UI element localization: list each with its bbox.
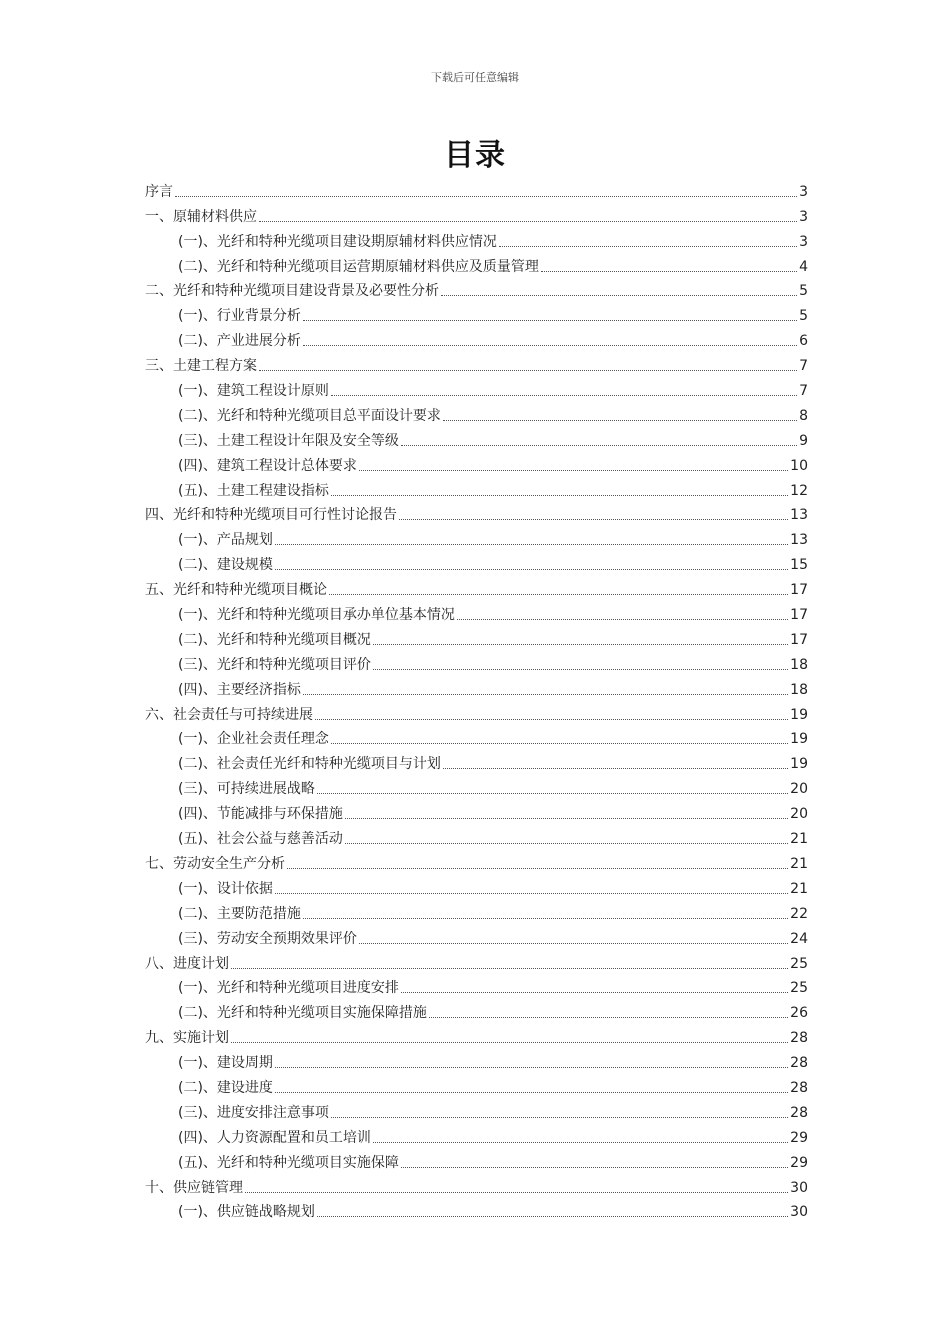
toc-dot-leader [399, 519, 788, 520]
toc-entry-page-number: 6 [799, 333, 808, 350]
toc-entry-label: (一)、企业社会责任理念 [178, 731, 329, 748]
toc-entry[interactable] [145, 748, 808, 773]
toc-entry-page-number: 21 [790, 855, 808, 872]
toc-dot-leader [329, 594, 788, 595]
toc-dot-leader [457, 619, 788, 620]
toc-entry[interactable] [145, 1072, 808, 1097]
toc-entry[interactable] [145, 201, 808, 226]
toc-dot-leader [331, 1117, 788, 1118]
toc-dot-leader [373, 669, 788, 670]
toc-entry-label: (三)、劳动安全预期效果评价 [178, 930, 357, 947]
toc-entry-label: (二)、光纤和特种光缆项目总平面设计要求 [178, 407, 441, 424]
toc-entry-label: 五、光纤和特种光缆项目概论 [145, 582, 327, 599]
table-of-contents [145, 176, 808, 1221]
toc-entry-page-number: 29 [790, 1129, 808, 1146]
toc-entry-label: (三)、进度安排注意事项 [178, 1104, 329, 1121]
toc-entry-label: (二)、光纤和特种光缆项目实施保障措施 [178, 1005, 427, 1022]
toc-entry-page-number: 26 [790, 1005, 808, 1022]
toc-entry-label: 三、土建工程方案 [145, 358, 257, 375]
toc-dot-leader [345, 843, 788, 844]
toc-entry-label: 八、进度计划 [145, 955, 229, 972]
toc-entry-page-number: 20 [790, 781, 808, 798]
toc-entry-page-number: 25 [790, 980, 808, 997]
toc-entry[interactable] [145, 699, 808, 724]
toc-dot-leader [359, 943, 788, 944]
toc-dot-leader [331, 743, 788, 744]
toc-entry[interactable] [145, 1147, 808, 1172]
toc-entry-page-number: 8 [799, 407, 808, 424]
toc-entry[interactable] [145, 300, 808, 325]
toc-entry[interactable] [145, 350, 808, 375]
toc-entry-label: (一)、设计依据 [178, 880, 273, 897]
toc-entry-label: (五)、土建工程建设指标 [178, 482, 329, 499]
toc-entry-label: (四)、主要经济指标 [178, 681, 301, 698]
toc-entry[interactable] [145, 848, 808, 873]
toc-dot-leader [275, 893, 788, 894]
toc-dot-leader [275, 1067, 788, 1068]
toc-dot-leader [317, 1216, 788, 1217]
toc-dot-leader [373, 1142, 788, 1143]
toc-entry[interactable] [145, 574, 808, 599]
toc-entry-page-number: 4 [799, 258, 808, 275]
toc-entry-label: 九、实施计划 [145, 1030, 229, 1047]
toc-entry-page-number: 13 [790, 507, 808, 524]
toc-dot-leader [443, 420, 797, 421]
toc-entry-page-number: 5 [799, 283, 808, 300]
toc-dot-leader [359, 470, 788, 471]
toc-entry-label: (二)、主要防范措施 [178, 905, 301, 922]
header-note: 下载后可任意编辑 [431, 71, 519, 84]
toc-entry-page-number: 3 [799, 208, 808, 225]
toc-entry-page-number: 17 [790, 582, 808, 599]
toc-entry[interactable] [145, 1022, 808, 1047]
toc-entry[interactable] [145, 1197, 808, 1222]
toc-dot-leader [303, 345, 797, 346]
toc-entry-label: 六、社会责任与可持续进展 [145, 706, 313, 723]
toc-entry-page-number: 17 [790, 631, 808, 648]
toc-entry-page-number: 10 [790, 457, 808, 474]
toc-dot-leader [303, 694, 788, 695]
toc-entry[interactable] [145, 1047, 808, 1072]
toc-entry-label: 一、原辅材料供应 [145, 208, 257, 225]
toc-entry[interactable] [145, 450, 808, 475]
toc-dot-leader [331, 495, 788, 496]
toc-entry-page-number: 30 [790, 1179, 808, 1196]
toc-entry-label: (三)、土建工程设计年限及安全等级 [178, 432, 399, 449]
toc-entry-page-number: 7 [799, 383, 808, 400]
toc-dot-leader [245, 1192, 788, 1193]
toc-entry-page-number: 18 [790, 656, 808, 673]
toc-dot-leader [441, 295, 797, 296]
toc-entry[interactable] [145, 176, 808, 201]
toc-entry-label: (一)、建筑工程设计原则 [178, 383, 329, 400]
toc-entry-label: (四)、建筑工程设计总体要求 [178, 457, 357, 474]
toc-entry-label: (二)、建设进度 [178, 1079, 273, 1096]
toc-entry-page-number: 3 [799, 233, 808, 250]
toc-entry-label: (四)、人力资源配置和员工培训 [178, 1129, 371, 1146]
toc-entry[interactable] [145, 624, 808, 649]
toc-entry-page-number: 9 [799, 432, 808, 449]
toc-entry-label: 十、供应链管理 [145, 1179, 243, 1196]
toc-entry-page-number: 28 [790, 1079, 808, 1096]
toc-entry-label: (一)、建设周期 [178, 1055, 273, 1072]
toc-entry[interactable] [145, 524, 808, 549]
toc-entry[interactable] [145, 773, 808, 798]
toc-dot-leader [443, 768, 788, 769]
toc-dot-leader [499, 246, 797, 247]
toc-dot-leader [287, 868, 788, 869]
toc-dot-leader [345, 818, 788, 819]
toc-entry-label: (二)、社会责任光纤和特种光缆项目与计划 [178, 756, 441, 773]
toc-entry[interactable] [145, 226, 808, 251]
toc-entry-label: (五)、光纤和特种光缆项目实施保障 [178, 1154, 399, 1171]
toc-dot-leader [275, 544, 788, 545]
toc-entry-page-number: 21 [790, 831, 808, 848]
toc-dot-leader [231, 968, 788, 969]
toc-entry-page-number: 13 [790, 532, 808, 549]
toc-entry-label: 序言 [145, 183, 173, 200]
toc-entry-label: 四、光纤和特种光缆项目可行性讨论报告 [145, 507, 397, 524]
toc-entry[interactable] [145, 1097, 808, 1122]
toc-entry-page-number: 20 [790, 806, 808, 823]
toc-entry-page-number: 7 [799, 358, 808, 375]
toc-dot-leader [331, 395, 797, 396]
toc-entry-label: 二、光纤和特种光缆项目建设背景及必要性分析 [145, 283, 439, 300]
toc-entry[interactable] [145, 251, 808, 276]
toc-entry-label: (一)、光纤和特种光缆项目承办单位基本情况 [178, 607, 455, 624]
toc-entry[interactable] [145, 276, 808, 301]
toc-entry[interactable] [145, 1172, 808, 1197]
toc-entry-label: (二)、光纤和特种光缆项目概况 [178, 631, 371, 648]
toc-entry[interactable] [145, 898, 808, 923]
toc-entry-label: (三)、可持续进展战略 [178, 781, 315, 798]
toc-dot-leader [401, 992, 788, 993]
toc-dot-leader [429, 1017, 788, 1018]
toc-dot-leader [175, 196, 797, 197]
toc-dot-leader [275, 1092, 788, 1093]
toc-entry[interactable] [145, 400, 808, 425]
toc-dot-leader [275, 569, 788, 570]
toc-dot-leader [315, 719, 788, 720]
toc-dot-leader [401, 1167, 788, 1168]
page-title: 目录 [444, 138, 506, 173]
toc-dot-leader [401, 445, 797, 446]
toc-entry[interactable] [145, 674, 808, 699]
toc-entry[interactable] [145, 475, 808, 500]
toc-entry[interactable] [145, 599, 808, 624]
toc-entry-label: (一)、光纤和特种光缆项目进度安排 [178, 980, 399, 997]
toc-entry[interactable] [145, 724, 808, 749]
toc-entry-label: (二)、建设规模 [178, 557, 273, 574]
toc-entry[interactable] [145, 325, 808, 350]
toc-entry-label: (一)、光纤和特种光缆项目建设期原辅材料供应情况 [178, 233, 497, 250]
toc-entry-label: 七、劳动安全生产分析 [145, 855, 285, 872]
toc-entry-page-number: 15 [790, 557, 808, 574]
toc-entry[interactable] [145, 798, 808, 823]
toc-entry-page-number: 24 [790, 930, 808, 947]
toc-entry[interactable] [145, 923, 808, 948]
toc-entry-page-number: 19 [790, 706, 808, 723]
toc-entry-page-number: 12 [790, 482, 808, 499]
toc-entry-page-number: 22 [790, 905, 808, 922]
toc-entry-page-number: 17 [790, 607, 808, 624]
toc-entry[interactable] [145, 997, 808, 1022]
toc-entry-page-number: 19 [790, 731, 808, 748]
toc-dot-leader [317, 793, 788, 794]
toc-entry[interactable] [145, 375, 808, 400]
toc-entry[interactable] [145, 549, 808, 574]
toc-entry-label: (四)、节能减排与环保措施 [178, 806, 343, 823]
toc-entry-page-number: 28 [790, 1104, 808, 1121]
toc-entry[interactable] [145, 500, 808, 525]
toc-dot-leader [231, 1042, 788, 1043]
toc-entry[interactable] [145, 973, 808, 998]
toc-dot-leader [373, 644, 788, 645]
toc-entry-page-number: 28 [790, 1055, 808, 1072]
toc-entry-label: (一)、产品规划 [178, 532, 273, 549]
toc-entry-label: (二)、产业进展分析 [178, 333, 301, 350]
toc-entry[interactable] [145, 948, 808, 973]
toc-entry-page-number: 28 [790, 1030, 808, 1047]
toc-entry-label: (三)、光纤和特种光缆项目评价 [178, 656, 371, 673]
toc-dot-leader [541, 271, 797, 272]
toc-entry-page-number: 30 [790, 1204, 808, 1221]
toc-entry-page-number: 3 [799, 183, 808, 200]
toc-entry-page-number: 18 [790, 681, 808, 698]
toc-entry[interactable] [145, 873, 808, 898]
toc-entry[interactable] [145, 649, 808, 674]
toc-dot-leader [303, 320, 797, 321]
toc-entry[interactable] [145, 823, 808, 848]
toc-entry-page-number: 5 [799, 308, 808, 325]
toc-dot-leader [259, 221, 797, 222]
toc-entry-label: (五)、社会公益与慈善活动 [178, 831, 343, 848]
toc-entry-label: (一)、行业背景分析 [178, 308, 301, 325]
toc-entry-page-number: 21 [790, 880, 808, 897]
toc-entry-page-number: 25 [790, 955, 808, 972]
toc-entry-page-number: 29 [790, 1154, 808, 1171]
toc-dot-leader [303, 918, 788, 919]
toc-dot-leader [259, 370, 797, 371]
toc-entry[interactable] [145, 425, 808, 450]
toc-entry-page-number: 19 [790, 756, 808, 773]
toc-entry[interactable] [145, 1122, 808, 1147]
toc-entry-label: (一)、供应链战略规划 [178, 1204, 315, 1221]
toc-entry-label: (二)、光纤和特种光缆项目运营期原辅材料供应及质量管理 [178, 258, 539, 275]
